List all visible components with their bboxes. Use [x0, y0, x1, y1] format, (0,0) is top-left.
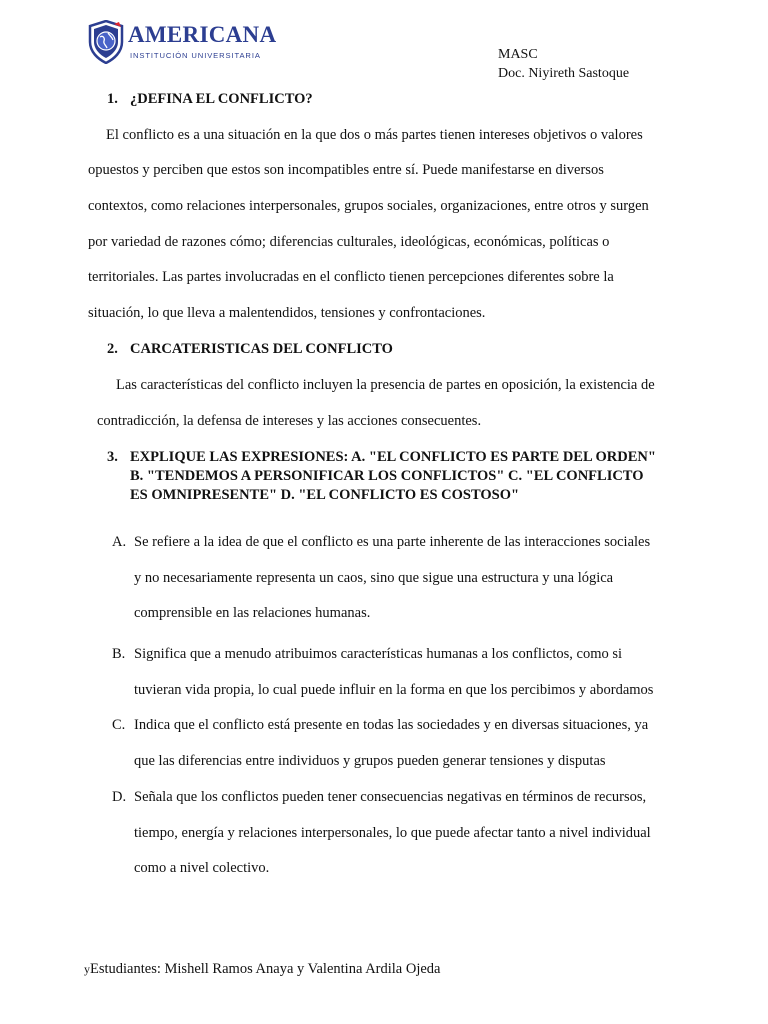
- section-1-line: opuestos y perciben que estos son incompatibles entre sí. Puede manifestarse en diversos: [88, 162, 604, 178]
- item-a-line: Se refiere a la idea de que el conflicto es una parte inherente de las interacciones sociales: [134, 534, 651, 550]
- footer-students: Estudiantes: Mishell Ramos Anaya y Valentina Ardila Ojeda: [90, 961, 441, 977]
- section-1-number: 1.: [107, 91, 118, 107]
- section-1-line: situación, lo que lleva a malentendidos, tensiones y confrontaciones.: [88, 305, 486, 321]
- section-1-line: por variedad de razones cómo; diferencias culturales, ideológicas, económicas, políticas o: [88, 234, 610, 250]
- course-name: MASC: [498, 47, 538, 62]
- item-c-line: Indica que el conflicto está presente en todas las sociedades y en diversas situaciones, ya: [134, 717, 649, 733]
- section-1-line: El conflicto es a una situación en la que dos o más partes tienen intereses objetivos o valores: [106, 127, 643, 143]
- section-2-title: CARCATERISTICAS DEL CONFLICTO: [130, 341, 393, 357]
- item-d-line: Señala que los conflictos pueden tener consecuencias negativas en términos de recursos,: [134, 789, 647, 805]
- brand-subtitle: INSTITUCIÓN UNIVERSITARIA: [130, 51, 261, 60]
- item-a-line: y no necesariamente representa un caos, sino que sigue una estructura y una lógica: [134, 570, 614, 586]
- section-3-title-line: B. "TENDEMOS A PERSONIFICAR LOS CONFLICTOS" C. "EL CONFLICTO: [130, 468, 644, 484]
- section-2-number: 2.: [107, 341, 118, 357]
- section-3-title-line: EXPLIQUE LAS EXPRESIONES: A. "EL CONFLICTO ES PARTE DEL ORDEN": [130, 449, 656, 465]
- teacher-name: Doc. Niyireth Sastoque: [498, 66, 630, 81]
- item-b-line: tuvieran vida propia, lo cual puede influir en la forma en que los percibimos y abordamos: [134, 682, 654, 698]
- item-d-line: tiempo, energía y relaciones interpersonales, lo que puede afectar tanto a nivel individual: [134, 825, 651, 841]
- section-1-line: contextos, como relaciones interpersonales, grupos sociales, organizaciones, entre otros y surgen: [88, 198, 649, 214]
- footer-mark: y: [84, 962, 90, 976]
- section-2-line: contradicción, la defensa de intereses y las acciones consecuentes.: [97, 413, 482, 429]
- section-3-title-line: ES OMNIPRESENTE" D. "EL CONFLICTO ES COSTOSO": [130, 487, 520, 503]
- item-c-letter: C.: [112, 717, 126, 733]
- brand-name: AMERICANA: [128, 22, 277, 47]
- section-2-line: Las características del conflicto incluyen la presencia de partes en oposición, la existencia de: [116, 377, 655, 393]
- item-d-letter: D.: [112, 789, 127, 805]
- item-a-line: comprensible en las relaciones humanas.: [134, 605, 371, 621]
- item-b-letter: B.: [112, 646, 126, 662]
- shield-globe-icon: [88, 20, 124, 64]
- item-b-line: Significa que a menudo atribuimos características humanas a los conflictos, como si: [134, 646, 623, 662]
- item-a-letter: A.: [112, 534, 127, 550]
- section-1-title: ¿DEFINA EL CONFLICTO?: [130, 91, 313, 107]
- item-d-line: como a nivel colectivo.: [134, 860, 270, 876]
- institution-logo: [88, 20, 288, 70]
- document-meta: [498, 45, 629, 83]
- section-3-number: 3.: [107, 449, 118, 465]
- section-1-line: territoriales. Las partes involucradas en el conflicto tienen percepciones diferentes sobre la: [88, 269, 614, 285]
- item-c-line: que las diferencias entre individuos y grupos pueden generar tensiones y disputas: [134, 753, 606, 769]
